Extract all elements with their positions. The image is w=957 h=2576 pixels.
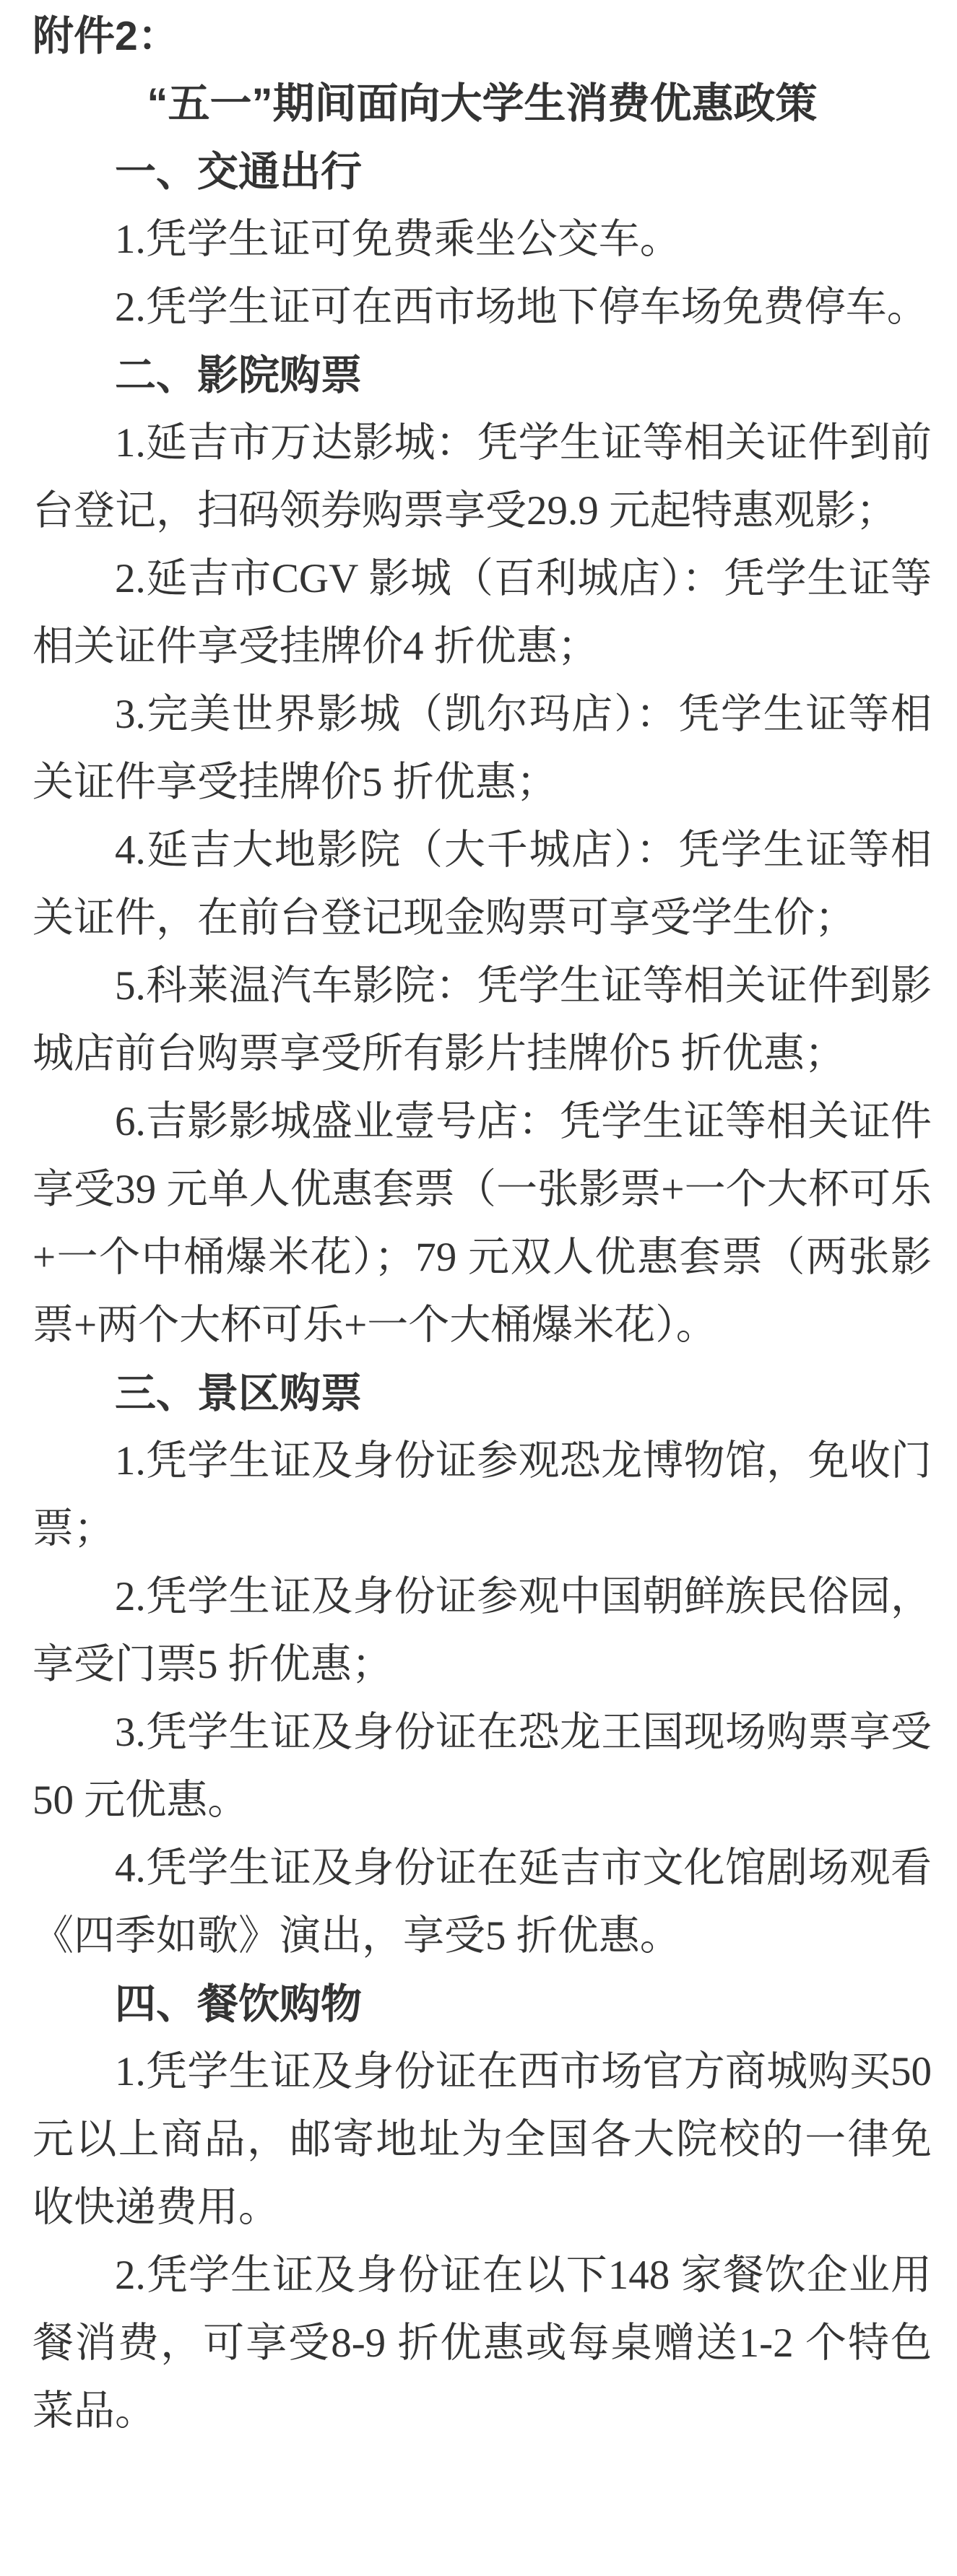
attachment-label: 附件2：: [33, 13, 179, 59]
section-heading-scenic: 三、景区购票: [115, 1370, 362, 1417]
policy-item: 1.凭学生证可免费乘坐公交车。: [115, 217, 681, 262]
policy-item: 1.凭学生证及身份证在西市场官方商城购买50 元以上商品，邮寄地址为全国各大院校的一律免收快递费用。: [33, 2049, 932, 2230]
policy-item: 3.完美世界影城（凯尔玛店）：凭学生证等相关证件享受挂牌价5 折优惠；: [33, 692, 932, 805]
policy-item: 6.吉影影城盛业壹号店：凭学生证等相关证件享受39 元单人优惠套票（一张影票+一个大杯可乐+一个中桶爆米花）；79 元双人优惠套票（两张影票+两个大杯可乐+一个大桶爆米花）。: [33, 1099, 932, 1348]
section-heading-transport: 一、交通出行: [115, 149, 362, 195]
policy-item: 4.延吉大地影院（大千城店）：凭学生证等相关证件，在前台登记现金购票可享受学生价；: [33, 827, 932, 941]
policy-item: 2.凭学生证及身份证参观中国朝鲜族民俗园，享受门票5 折优惠；: [33, 1574, 932, 1687]
policy-item: 2.延吉市CGV 影城（百利城店）：凭学生证等相关证件享受挂牌价4 折优惠；: [33, 556, 932, 669]
policy-item: 5.科莱温汽车影院：凭学生证等相关证件到影城店前台购票享受所有影片挂牌价5 折优惠；: [33, 963, 932, 1076]
policy-item: 2.凭学生证可在西市场地下停车场免费停车。: [115, 284, 928, 330]
section-heading-cinema: 二、影院购票: [115, 352, 362, 399]
policy-item: 3.凭学生证及身份证在恐龙王国现场购票享受50 元优惠。: [33, 1710, 932, 1823]
section-heading-dining: 四、餐饮购物: [115, 1981, 362, 2027]
policy-item: 4.凭学生证及身份证在延吉市文化馆剧场观看《四季如歌》演出，享受5 折优惠。: [33, 1845, 932, 1959]
policy-item: 1.延吉市万达影城：凭学生证等相关证件到前台登记，扫码领券购票享受29.9 元起特惠观影；: [33, 420, 932, 534]
policy-item: 1.凭学生证及身份证参观恐龙博物馆，免收门票；: [33, 1438, 932, 1552]
document-title: “五一”期间面向大学生消费优惠政策: [147, 80, 818, 127]
policy-item: 2.凭学生证及身份证在以下148 家餐饮企业用餐消费，可享受8-9 折优惠或每桌赠送1-2 个特色菜品。: [33, 2253, 932, 2434]
